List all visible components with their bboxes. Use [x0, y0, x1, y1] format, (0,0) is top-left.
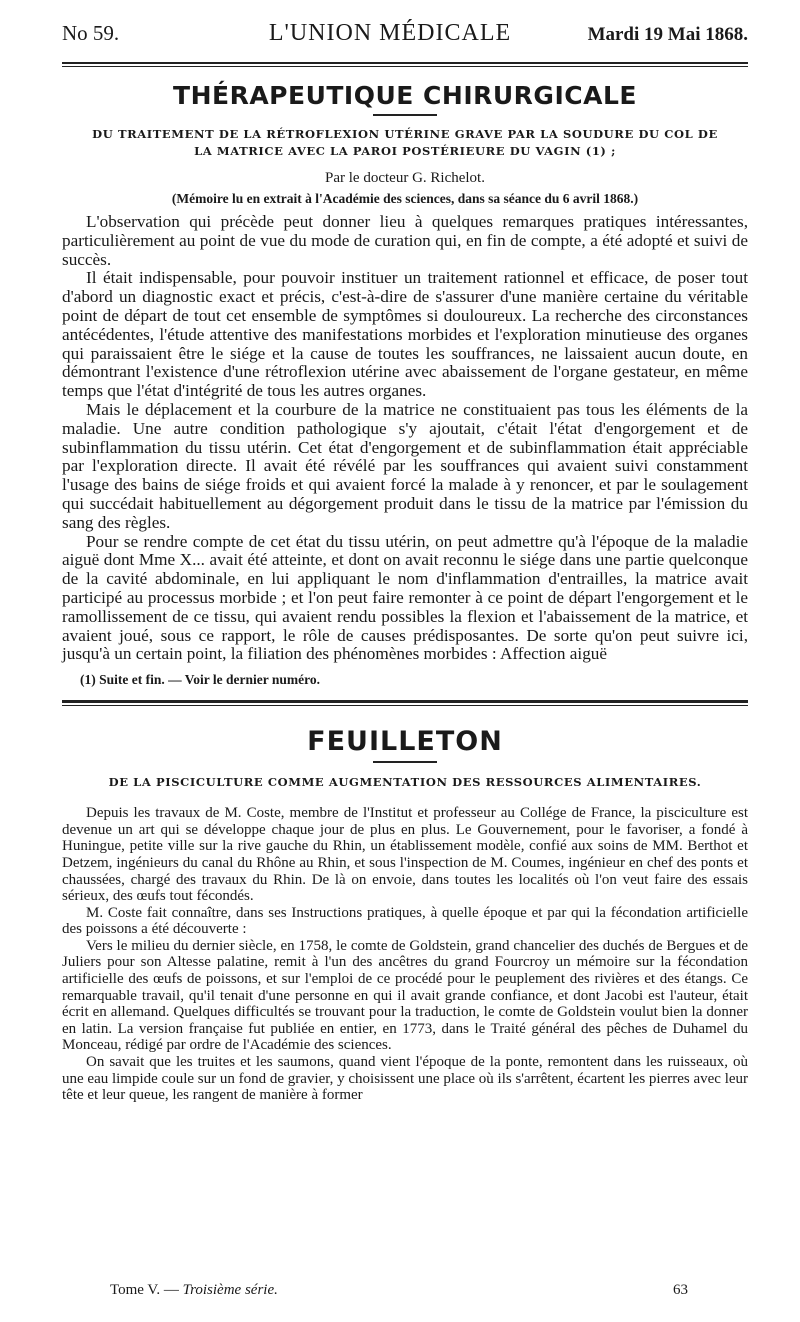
issue-date: Mardi 19 Mai 1868. [587, 24, 748, 45]
feuilleton-paragraph: On savait que les truites et les saumons, quand vient l'époque de la ponte, remontent dans les ruisseaux, où une eau limpide coule sur un fond de gravier, y choisissent une place où ils s'arrêtent, écartent les pierres avec leur tête et leur queue, les rangent de manière à former [62, 1054, 749, 1104]
article-title [62, 126, 748, 160]
article-memoire-note: (Mémoire lu en extrait à l'Académie des sciences, dans sa séance du 6 avril 1868.) [171, 191, 639, 206]
article-paragraph: L'observation qui précède peut donner lieu à quelques remarques pratiques intéressantes, particulièrement au point de vue du mode de curation qui, en fin de compte, a été adopté et suivi de succès. [62, 212, 748, 269]
tome-label [110, 1282, 278, 1299]
feuilleton-divider [373, 761, 437, 763]
feuilleton-rule [62, 700, 748, 706]
issue-number: No 59. [62, 21, 120, 45]
serie-text: Troisième série. [182, 1282, 278, 1298]
article-paragraph: Il était indispensable, pour pouvoir instituer un traitement rationnel et efficace, de poser tout d'abord un diagnostic exact et précis, c'est-à-dire de s'assurer d'une manière certaine du véritable point de départ de tout cet ensemble de symptômes si douloureux. La recherche des circonstances antécédentes, l'étude attentive des manifestations morbides et l'exploration minutieuse des organes qui paraissaient être le siége et la cause de toutes les souffrances, ne laissaient aucun doute, en démontrant l'existence d'une rétroflexion utérine avec abaissement de l'organe gestateur, en même temps que l'état d'intégrité de tous les autres organes. [62, 268, 748, 401]
feuilleton-paragraph: M. Coste fait connaître, dans ses Instructions pratiques, à quelle époque et par qui la fécondation artificielle des poissons a été découverte : [62, 904, 748, 938]
feuilleton-paragraph: Depuis les travaux de M. Coste, membre de l'Institut et professeur au Collége de France, la pisciculture est devenue un art qui se développe chaque jour de plus en plus. Le Gouvernement, pour le favoriser, a fondé à Huningue, petite ville sur la rive gauche du Rhin, un établissement modèle, confié aux soins de MM. Berthot et Detzem, ingénieurs du canal du Rhône au Rhin, et sous l'inspection de M. Coumes, ingénieur en chef des ponts et chaussées, chargé des travaux du Rhin. De là on envoie, dans toutes les localités où l'on veut faire des essais sérieux, des œufs tout fécondés. [62, 805, 748, 905]
page-number: 63 [673, 1282, 688, 1298]
feuilleton-paragraph: Vers le milieu du dernier siècle, en 1758, le comte de Goldstein, grand chancelier des duchés de Bergues et de Juliers pour son Altesse palatine, remit à l'un des ancêtres du grand Fourcroy un mémoire sur la fécondation artificielle des œufs de poissons, et sur l'emploi de ce procédé pour le peuplement des rivières et des étangs. Ce remarquable travail, qu'il tenait d'une personne en qui il avait grande confiance, et dont Jacobi est l'auteur, était écrit en allemand. Quelques difficultés se trouvant pour la traduction, le comte de Goldstein voulut bien la donner en latin. La version française fut publiée en entier, en 1773, dans le Traité général des pêches de Duhamel du Monceau, rédigé par ordre de l'Académie des sciences. [62, 937, 748, 1054]
article-body [62, 213, 748, 664]
section-title: THÉRAPEUTIQUE CHIRURGICALE [173, 81, 637, 110]
header-rule [62, 62, 748, 67]
tome-text: Tome V. — [110, 1282, 179, 1298]
masthead [62, 20, 748, 56]
article-paragraph: Pour se rendre compte de cet état du tissu utérin, on peut admettre qu'à l'époque de la maladie aiguë dont Mme X... avait été atteinte, et dont on avait reconnu le siége dans une partie quelconque de la cavité abdominale, en lui appliquant le nom d'inflammation d'entrailles, la matrice avait participé au processus morbide ; et l'on peut faire remonter à ce point de départ l'engorgement et le ramollissement de ce tissu, qui avaient rendu possibles la flexion et l'abaissement de la matrice, et avaient joué, sous ce rapport, le rôle de causes prédisposantes. De sorte qu'on peut suivre ici, jusqu'à un certain point, la filiation des phénomènes morbides : Affection aiguë [62, 531, 748, 664]
article-footnote: (1) Suite et fin. — Voir le dernier numéro. [80, 672, 320, 688]
section-divider [373, 114, 437, 116]
feuilleton-body [62, 805, 748, 1104]
journal-title: L'UNION MÉDICALE [268, 20, 512, 46]
article-title-line-2: LA MATRICE AVEC LA PAROI POSTÉRIEURE DU VAGIN (1) ; [194, 144, 616, 158]
feuilleton-title: FEUILLETON [307, 726, 503, 758]
feuilleton-subtitle: DE LA PISCICULTURE COMME AUGMENTATION DES RESSOURCES ALIMENTAIRES. [108, 775, 702, 790]
article-author: Par le docteur G. Richelot. [325, 170, 485, 186]
article-title-line-1: DU TRAITEMENT DE LA RÉTROFLEXION UTÉRINE GRAVE PAR LA SOUDURE DU COL DE [92, 127, 718, 141]
page-footer [110, 1282, 688, 1299]
article-paragraph: Mais le déplacement et la courbure de la matrice ne constituaient pas tous les éléments de la maladie. Une autre condition pathologique s'y ajoutait, c'était l'état d'engorgement et de subinflammation du tissu utérin. Cet état d'engorgement et de subinflammation était appréciable par l'exploration directe. Il avait été révélé par les souffrances qui avaient suivi constamment l'usage des bains de siége froids et qui avaient forcé la malade à y renoncer, et par le soulagement qui succédait habituellement au dégorgement produit dans le tissu de la matrice par l'émission du sang des règles. [62, 399, 748, 532]
